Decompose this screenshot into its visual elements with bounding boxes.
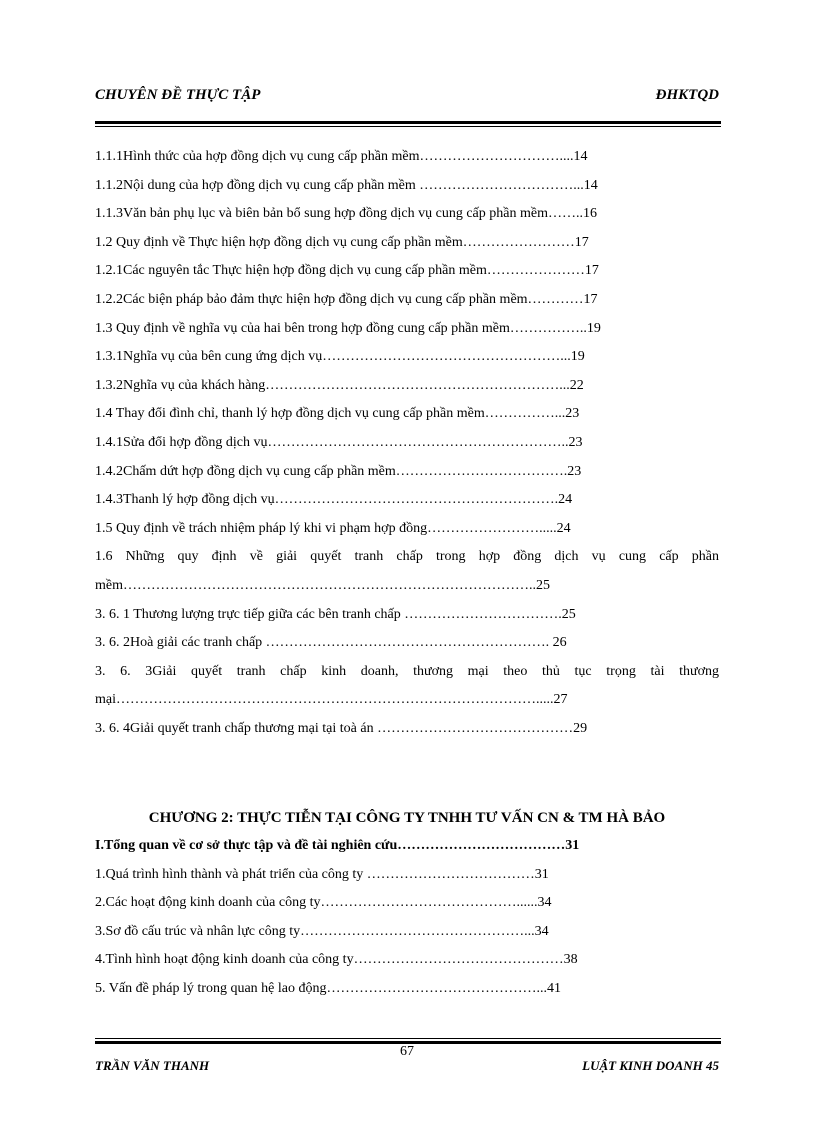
toc-entry: 1.1.2Nội dung của hợp đồng dịch vụ cung cấp phần mềm ……………………………...14 (95, 177, 598, 193)
header-institution: ĐHKTQD (655, 87, 719, 103)
toc-entry: 1.6 Những quy định về giải quyết tranh chấp trong hợp đồng dịch vụ cung cấp phần mềm……………………………………………………………………………..25 (95, 549, 719, 593)
toc-entry: 1.1.3Văn bản phụ lục và biên bản bổ sung hợp đồng dịch vụ cung cấp phần mềm……..16 (95, 206, 597, 222)
toc-entry: 1.2.2Các biện pháp bảo đảm thực hiện hợp đồng dịch vụ cung cấp phần mềm…………17 (95, 291, 598, 307)
header-title: CHUYÊN ĐỀ THỰC TẬP (95, 87, 261, 103)
toc-entry: 3. 6. 1 Thương lượng trực tiếp giữa các bên tranh chấp …………………………….25 (95, 606, 576, 622)
toc-entry: 1.3.2Nghĩa vụ của khách hàng………………………………………………………...22 (95, 377, 584, 393)
chapter-2-section (95, 804, 719, 1004)
toc-entry: 1.2 Quy định về Thực hiện hợp đồng dịch vụ cung cấp phần mềm……………………17 (95, 234, 589, 250)
toc-entry: 1.1.1Hình thức của hợp đồng dịch vụ cung cấp phần mềm…………………………....14 (95, 149, 588, 164)
page-header (95, 87, 719, 109)
toc-entry: 1.2.1Các nguyên tắc Thực hiện hợp đồng dịch vụ cung cấp phần mềm…………………17 (95, 263, 599, 279)
toc-entry: 5. Vấn đề pháp lý trong quan hệ lao động………………………………………...41 (95, 980, 561, 996)
header-rule-thick (95, 121, 721, 124)
footer-course: LUẬT KINH DOANH 45 (582, 1058, 719, 1073)
toc-entry: 1.3 Quy định về nghĩa vụ của hai bên trong hợp đồng cung cấp phần mềm……………..19 (95, 320, 601, 336)
toc-entry: I.Tổng quan về cơ sở thực tập và đề tài nghiên cứu………………………………31 (95, 838, 580, 853)
toc-entry: 1.4.2Chấm dứt hợp đồng dịch vụ cung cấp phần mềm……………………………….23 (95, 463, 582, 479)
table-of-contents (95, 143, 719, 743)
toc-entry: 1.5 Quy định về trách nhiệm pháp lý khi vi phạm hợp đồng…………………….....24 (95, 520, 571, 536)
header-rule-thin (95, 126, 721, 127)
toc-entry: 1.4.1Sửa đổi hợp đồng dịch vụ………………………………………………………..23 (95, 434, 583, 450)
toc-entry: 1.Quá trình hình thành và phát triển của công ty ………………………………31 (95, 866, 549, 882)
toc-entry: 1.4.3Thanh lý hợp đồng dịch vụ…………………………………………………….24 (95, 492, 573, 508)
page-number: 67 (400, 1044, 414, 1059)
toc-entry: 2.Các hoạt động kinh doanh của công ty……………………………………......34 (95, 895, 552, 911)
toc-entry: 1.3.1Nghĩa vụ của bên cung ứng dịch vụ……………………………………………...19 (95, 349, 585, 365)
toc-entry: 3. 6. 2Hoà giải các tranh chấp ……………………………………………………. 26 (95, 635, 567, 651)
toc-entry: 3.Sơ đồ cấu trúc và nhân lực công ty…………………………………………...34 (95, 923, 549, 939)
toc-entry: 4.Tình hình hoạt động kinh doanh của công ty………………………………………38 (95, 952, 578, 968)
toc-entry: 1.4 Thay đổi đình chỉ, thanh lý hợp đồng dịch vụ cung cấp phần mềm……………...23 (95, 406, 580, 422)
chapter-title: CHƯƠNG 2: THỰC TIỄN TẠI CÔNG TY TNHH TƯ VẤN CN & TM HÀ BẢO (148, 810, 666, 826)
toc-entry: 3. 6. 4Giải quyết tranh chấp thương mại tại toà án ……………………………………29 (95, 720, 588, 736)
toc-entry: 3. 6. 3Giải quyết tranh chấp kinh doanh, thương mại theo thủ tục trọng tài thương mại……………………………………………………………………………….....27 (95, 663, 719, 708)
footer-author: TRẦN VĂN THANH (95, 1058, 210, 1073)
footer-rule-thin (95, 1038, 721, 1039)
page-footer (95, 1044, 719, 1084)
